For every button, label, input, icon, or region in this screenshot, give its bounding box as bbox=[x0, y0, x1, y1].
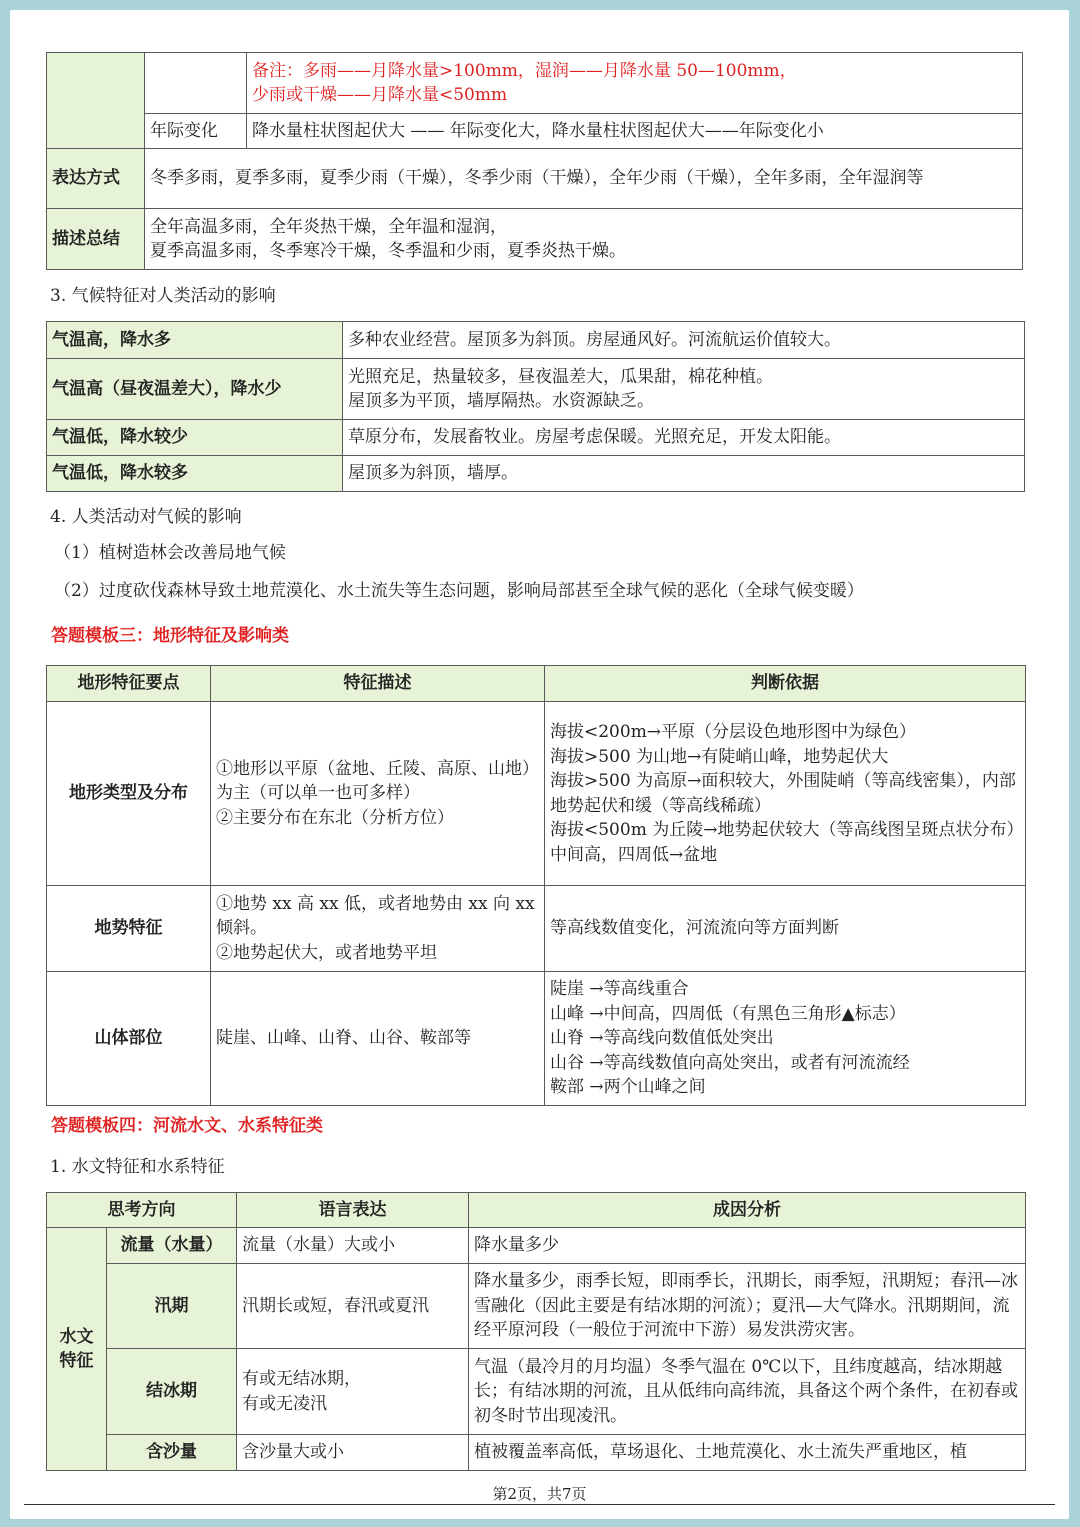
impact-line: 草原分布，发展畜牧业。房屋考虑保暖。光照充足，开发太阳能。 bbox=[348, 427, 841, 448]
impact-row-text bbox=[343, 420, 1025, 456]
section-4-item: （2）过度砍伐森林导致土地荒漠化、水土流失等生态问题，影响局部甚至全球气候的恶化（全球气候变暖） bbox=[54, 581, 864, 601]
expr-line: 含沙量大或小 bbox=[242, 1442, 344, 1463]
hydro-cause bbox=[469, 1264, 1026, 1349]
terrain-row-label: 山体部位 bbox=[47, 972, 211, 1106]
hydro-expr bbox=[237, 1228, 469, 1264]
basis-line: 海拔>500 为山地→有陡峭山峰，地势起伏大 bbox=[550, 746, 889, 767]
basis-line: 海拔<500m 为丘陵→地势起伏较大（等高线图呈斑点状分布） bbox=[550, 820, 1024, 840]
expr-line: 汛期长或短，春汛或夏汛 bbox=[242, 1295, 429, 1316]
climate-impact-table bbox=[46, 321, 1025, 492]
basis-line: 陡崖 →等高线重合 bbox=[550, 979, 689, 1000]
impact-line: 屋顶多为斜顶，墙厚。 bbox=[348, 463, 518, 484]
merged-label-cell bbox=[47, 53, 145, 149]
expr-line: 流量（水量）大或小 bbox=[242, 1235, 395, 1256]
impact-row-text bbox=[343, 359, 1025, 420]
impact-row-label: 气温高（昼夜温差大），降水少 bbox=[47, 359, 343, 420]
hydro-row-label: 含沙量 bbox=[107, 1435, 237, 1471]
desc-line: ②地势起伏大，或者地势平坦 bbox=[216, 942, 437, 963]
hydro-row-label: 汛期 bbox=[107, 1264, 237, 1349]
expr-line: 有或无凌汛 bbox=[242, 1393, 327, 1414]
hydro-header: 语言表达 bbox=[237, 1193, 469, 1228]
terrain-desc bbox=[211, 886, 545, 972]
expression-text: 冬季多雨，夏季多雨，夏季少雨（干燥），冬季少雨（干燥），全年少雨（干燥），全年多雨，全年湿润等 bbox=[145, 149, 1023, 209]
basis-line: 等高线数值变化，河流流向等方面判断 bbox=[550, 918, 839, 939]
cause-line: 降水量多少 bbox=[474, 1235, 559, 1256]
basis-line: 山峰 →中间高，四周低（有黑色三角形▲标志） bbox=[550, 1003, 906, 1024]
terrain-row-label: 地形类型及分布 bbox=[47, 702, 211, 886]
terrain-header: 地形特征要点 bbox=[47, 666, 211, 702]
hydrology-table bbox=[46, 1192, 1026, 1471]
impact-line: 多种农业经营。屋顶多为斜顶。房屋通风好。河流航运价值较大。 bbox=[348, 329, 841, 350]
cause-line: 气温（最冷月的月均温）冬季气温在 0℃以下，且纬度越高，结冰期越长；有结冰期的河流，且从低纬向高纬流，具备这个两个条件，在初春或初冬时节出现凌汛。 bbox=[474, 1356, 1018, 1426]
hydro-row-label: 流量（水量） bbox=[107, 1228, 237, 1264]
hydro-cause bbox=[469, 1349, 1026, 1435]
hydro-group-label: 水文特征 bbox=[47, 1228, 107, 1471]
note-line: 少雨或干燥——月降水量<50mm bbox=[252, 85, 508, 105]
hydro-cause bbox=[469, 1435, 1026, 1471]
template-3-heading: 答题模板三：地形特征及影响类 bbox=[51, 626, 289, 646]
impact-row-label: 气温低，降水较少 bbox=[47, 420, 343, 456]
section-4-title: 4. 人类活动对气候的影响 bbox=[50, 507, 242, 527]
impact-row-label: 气温高，降水多 bbox=[47, 322, 343, 359]
hydro-expr bbox=[237, 1264, 469, 1349]
desc-line: ①地势 xx 高 xx 低，或者地势由 xx 向 xx 倾斜。 bbox=[216, 893, 535, 939]
hydro-cause bbox=[469, 1228, 1026, 1264]
empty-cell bbox=[145, 53, 247, 114]
desc-line: ①地形以平原（盆地、丘陵、高原、山地）为主（可以单一也可多样） bbox=[216, 758, 539, 804]
terrain-row-label: 地势特征 bbox=[47, 886, 211, 972]
precipitation-table bbox=[46, 52, 1023, 270]
summary-line: 全年高温多雨，全年炎热干燥，全年温和湿润， bbox=[150, 216, 507, 237]
basis-line: 山谷 →等高线数值向高处突出，或者有河流流经 bbox=[550, 1052, 910, 1073]
expr-line: 有或无结冰期， bbox=[242, 1369, 361, 1389]
hydro-section-title: 1. 水文特征和水系特征 bbox=[50, 1157, 225, 1177]
basis-line: 鞍部 →两个山峰之间 bbox=[550, 1077, 706, 1098]
section-4-item: （1）植树造林会改善局地气候 bbox=[54, 543, 286, 563]
impact-line: 光照充足，热量较多，昼夜温差大，瓜果甜，棉花种植。 bbox=[348, 366, 773, 387]
terrain-basis bbox=[545, 972, 1026, 1106]
basis-line: 中间高，四周低→盆地 bbox=[550, 844, 718, 865]
annual-variation-label: 年际变化 bbox=[145, 114, 247, 149]
cause-line: 植被覆盖率高低，草场退化、土地荒漠化、水土流失严重地区，植 bbox=[474, 1442, 967, 1463]
basis-line: 海拔>500 为高原→面积较大，外围陡峭（等高线密集），内部地势起伏和缓（等高线稀疏） bbox=[550, 771, 1016, 816]
summary-cell bbox=[145, 209, 1023, 270]
note-line: 备注：多雨——月降水量>100mm，湿润——月降水量 50—100mm， bbox=[252, 60, 797, 81]
hydro-expr bbox=[237, 1435, 469, 1471]
impact-line: 屋顶多为平顶，墙厚隔热。水资源缺乏。 bbox=[348, 391, 654, 411]
terrain-basis bbox=[545, 886, 1026, 972]
document-page bbox=[10, 10, 1069, 1519]
impact-row-label: 气温低，降水较多 bbox=[47, 456, 343, 492]
terrain-desc bbox=[211, 972, 545, 1106]
hydro-header: 思考方向 bbox=[47, 1193, 237, 1228]
terrain-basis bbox=[545, 702, 1026, 886]
hydro-expr bbox=[237, 1349, 469, 1435]
cause-line: 降水量多少，雨季长短，即雨季长，汛期长，雨季短，汛期短；春汛—冰雪融化（因此主要是有结冰期的河流）；夏汛—大气降水。汛期期间，流经平原河段（一般位于河流中下游）易发洪涝灾害。 bbox=[474, 1271, 1018, 1341]
impact-row-text bbox=[343, 456, 1025, 492]
basis-line: 海拔<200m→平原（分层设色地形图中为绿色） bbox=[550, 722, 917, 742]
terrain-header: 特征描述 bbox=[211, 666, 545, 702]
expression-label: 表达方式 bbox=[47, 149, 145, 209]
hydro-header: 成因分析 bbox=[469, 1193, 1026, 1228]
note-cell bbox=[247, 53, 1023, 114]
terrain-header: 判断依据 bbox=[545, 666, 1026, 702]
annual-variation-text: 降水量柱状图起伏大 —— 年际变化大，降水量柱状图起伏大——年际变化小 bbox=[247, 114, 1023, 149]
terrain-table bbox=[46, 665, 1026, 1106]
summary-label: 描述总结 bbox=[47, 209, 145, 270]
terrain-desc bbox=[211, 702, 545, 886]
summary-line: 夏季高温多雨，冬季寒冷干燥，冬季温和少雨，夏季炎热干燥。 bbox=[150, 241, 626, 261]
section-3-title: 3. 气候特征对人类活动的影响 bbox=[50, 286, 276, 306]
impact-row-text bbox=[343, 322, 1025, 359]
footer-divider bbox=[24, 1504, 1055, 1505]
basis-line: 山脊 →等高线向数值低处突出 bbox=[550, 1028, 774, 1049]
page-number: 第2页，共7页 bbox=[492, 1485, 587, 1503]
hydro-row-label: 结冰期 bbox=[107, 1349, 237, 1435]
desc-line: 陡崖、山峰、山脊、山谷、鞍部等 bbox=[216, 1028, 471, 1049]
template-4-heading: 答题模板四：河流水文、水系特征类 bbox=[51, 1116, 323, 1136]
desc-line: ②主要分布在东北（分析方位） bbox=[216, 807, 454, 828]
